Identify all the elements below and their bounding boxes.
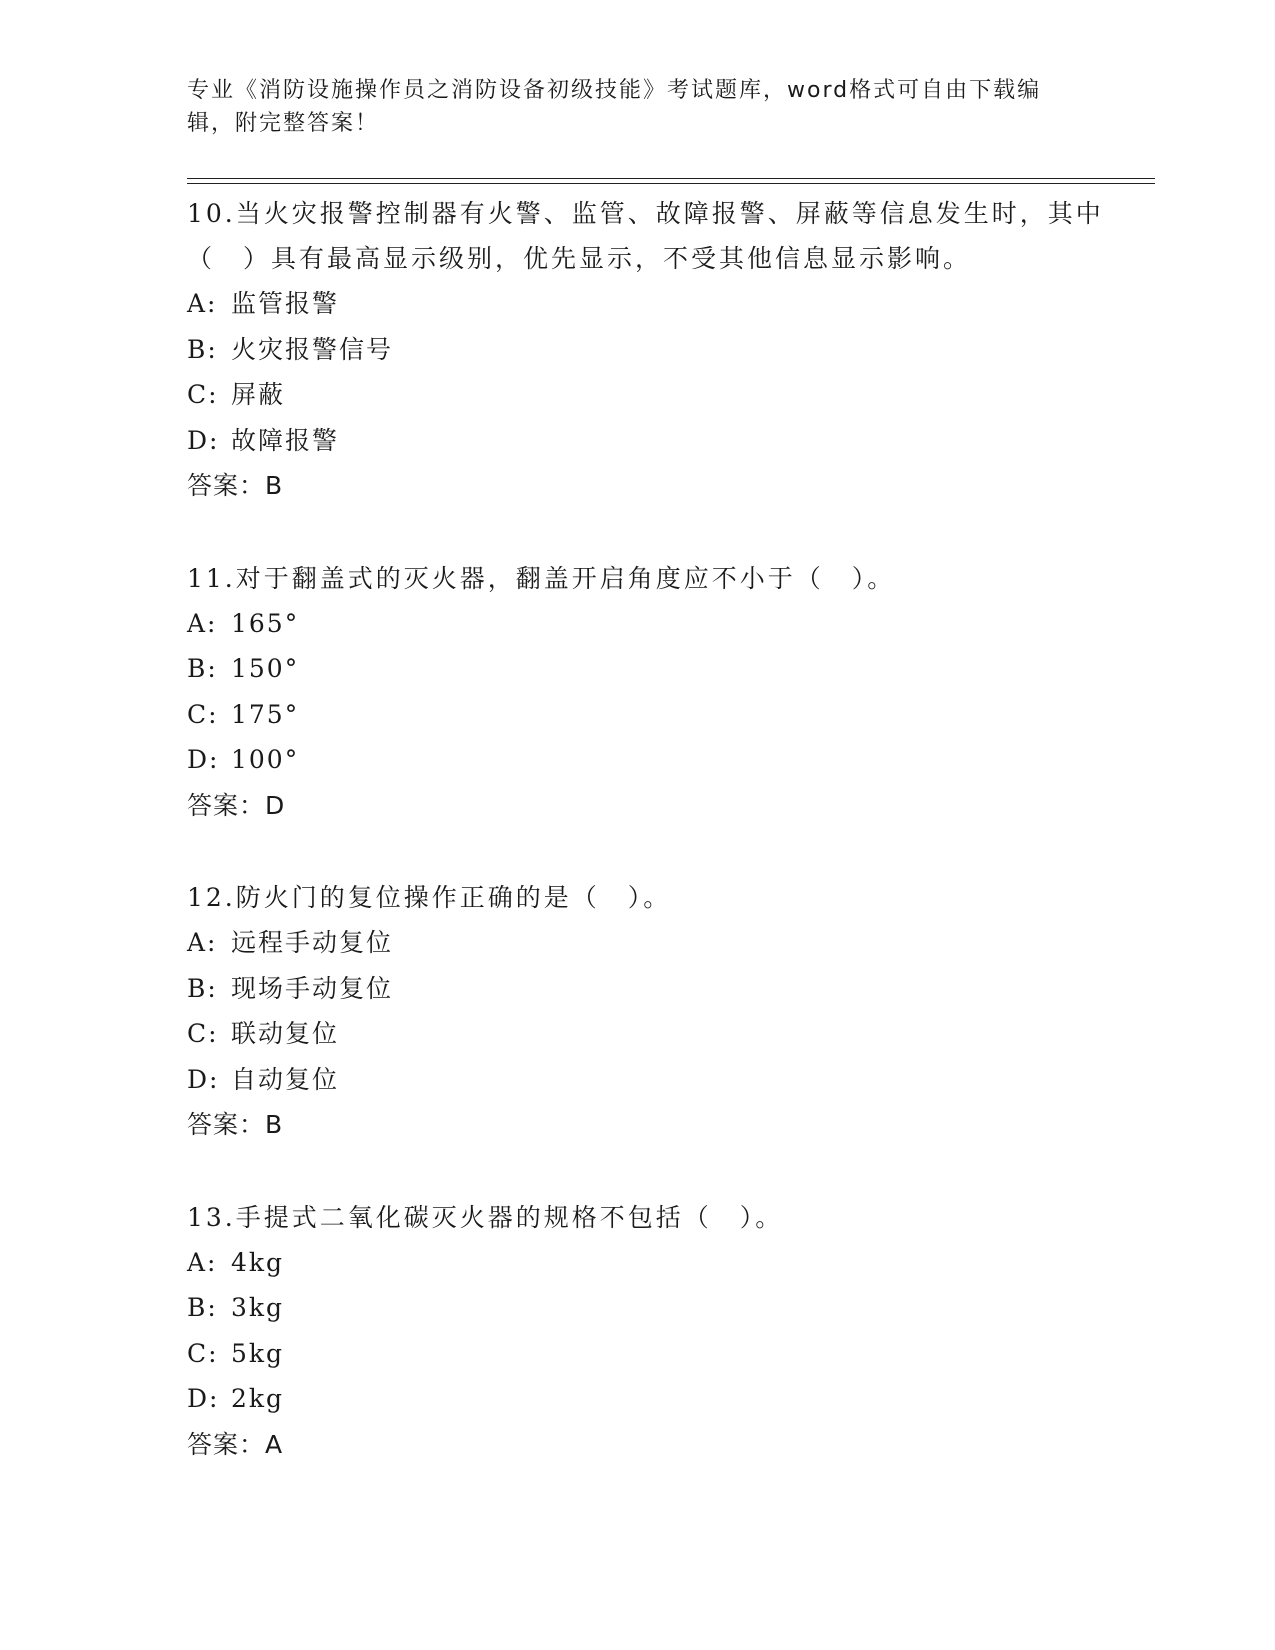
answer-line: 答案：B	[187, 471, 284, 500]
option-text: 火灾报警信号	[231, 334, 394, 364]
option-d	[187, 1057, 1127, 1103]
option-b	[187, 327, 1127, 373]
option-text: 屏蔽	[231, 380, 286, 409]
question-stem: 12.防火门的复位操作正确的是（ ）。	[187, 883, 672, 912]
option-text: 2kg	[231, 1384, 285, 1413]
option-text: 5kg	[231, 1338, 285, 1368]
option-c	[187, 372, 1127, 418]
header-divider-top	[187, 178, 1155, 179]
answer-line: 答案：A	[187, 1429, 284, 1459]
option-c	[187, 692, 1127, 738]
option-text: 175°	[231, 699, 300, 729]
question-stem: 13.手提式二氧化碳灭火器的规格不包括（ ）。	[187, 1202, 784, 1232]
question-13	[187, 1195, 1127, 1468]
option-text: 现场手动复位	[231, 973, 394, 1003]
option-text: 自动复位	[231, 1064, 340, 1094]
option-letter: A:	[187, 928, 218, 957]
option-letter: D:	[187, 425, 220, 455]
option-text: 150°	[231, 654, 300, 683]
option-letter: C:	[187, 1338, 219, 1368]
option-a	[187, 920, 1127, 966]
option-letter: A:	[187, 608, 218, 638]
option-b	[187, 966, 1127, 1012]
option-a	[187, 601, 1127, 647]
option-letter: C:	[187, 1019, 219, 1048]
option-letter: A:	[187, 289, 218, 318]
option-letter: C:	[187, 699, 219, 729]
option-letter: A:	[187, 1247, 218, 1277]
option-text: 165°	[231, 608, 300, 638]
option-b	[187, 646, 1127, 692]
option-c	[187, 1011, 1127, 1057]
question-list	[187, 191, 1127, 1514]
question-stem: 10.当火灾报警控制器有火警、监管、故障报警、屏蔽等信息发生时，其中（ ）具有最高显示级别，优先显示，不受其他信息显示影响。	[187, 199, 1104, 273]
option-d	[187, 1376, 1127, 1422]
option-text: 100°	[231, 745, 300, 774]
option-d	[187, 418, 1127, 464]
option-letter: B:	[187, 654, 218, 683]
option-a	[187, 281, 1127, 327]
option-text: 故障报警	[231, 425, 340, 455]
option-b	[187, 1285, 1127, 1331]
question-stem: 11.对于翻盖式的灭火器，翻盖开启角度应不小于（ ）。	[187, 563, 896, 593]
option-a	[187, 1240, 1127, 1286]
question-10	[187, 191, 1127, 509]
option-text: 联动复位	[231, 1019, 340, 1048]
option-d	[187, 737, 1127, 783]
answer-line: 答案：D	[187, 790, 286, 820]
header-divider-bottom	[187, 183, 1155, 184]
option-text: 3kg	[231, 1293, 285, 1322]
question-12	[187, 875, 1127, 1148]
option-letter: B:	[187, 973, 218, 1003]
answer-line: 答案：B	[187, 1110, 284, 1139]
option-letter: C:	[187, 380, 219, 409]
option-letter: B:	[187, 1293, 218, 1322]
option-letter: D:	[187, 1384, 220, 1413]
document-header: 专业《消防设施操作员之消防设备初级技能》考试题库，word格式可自由下载编辑，附完整答案！	[187, 78, 1042, 136]
option-letter: D:	[187, 745, 220, 774]
option-text: 远程手动复位	[231, 928, 394, 957]
option-c	[187, 1331, 1127, 1377]
option-letter: B:	[187, 334, 218, 364]
option-letter: D:	[187, 1064, 220, 1094]
question-11	[187, 556, 1127, 829]
option-text: 监管报警	[231, 289, 340, 318]
option-text: 4kg	[231, 1247, 285, 1277]
